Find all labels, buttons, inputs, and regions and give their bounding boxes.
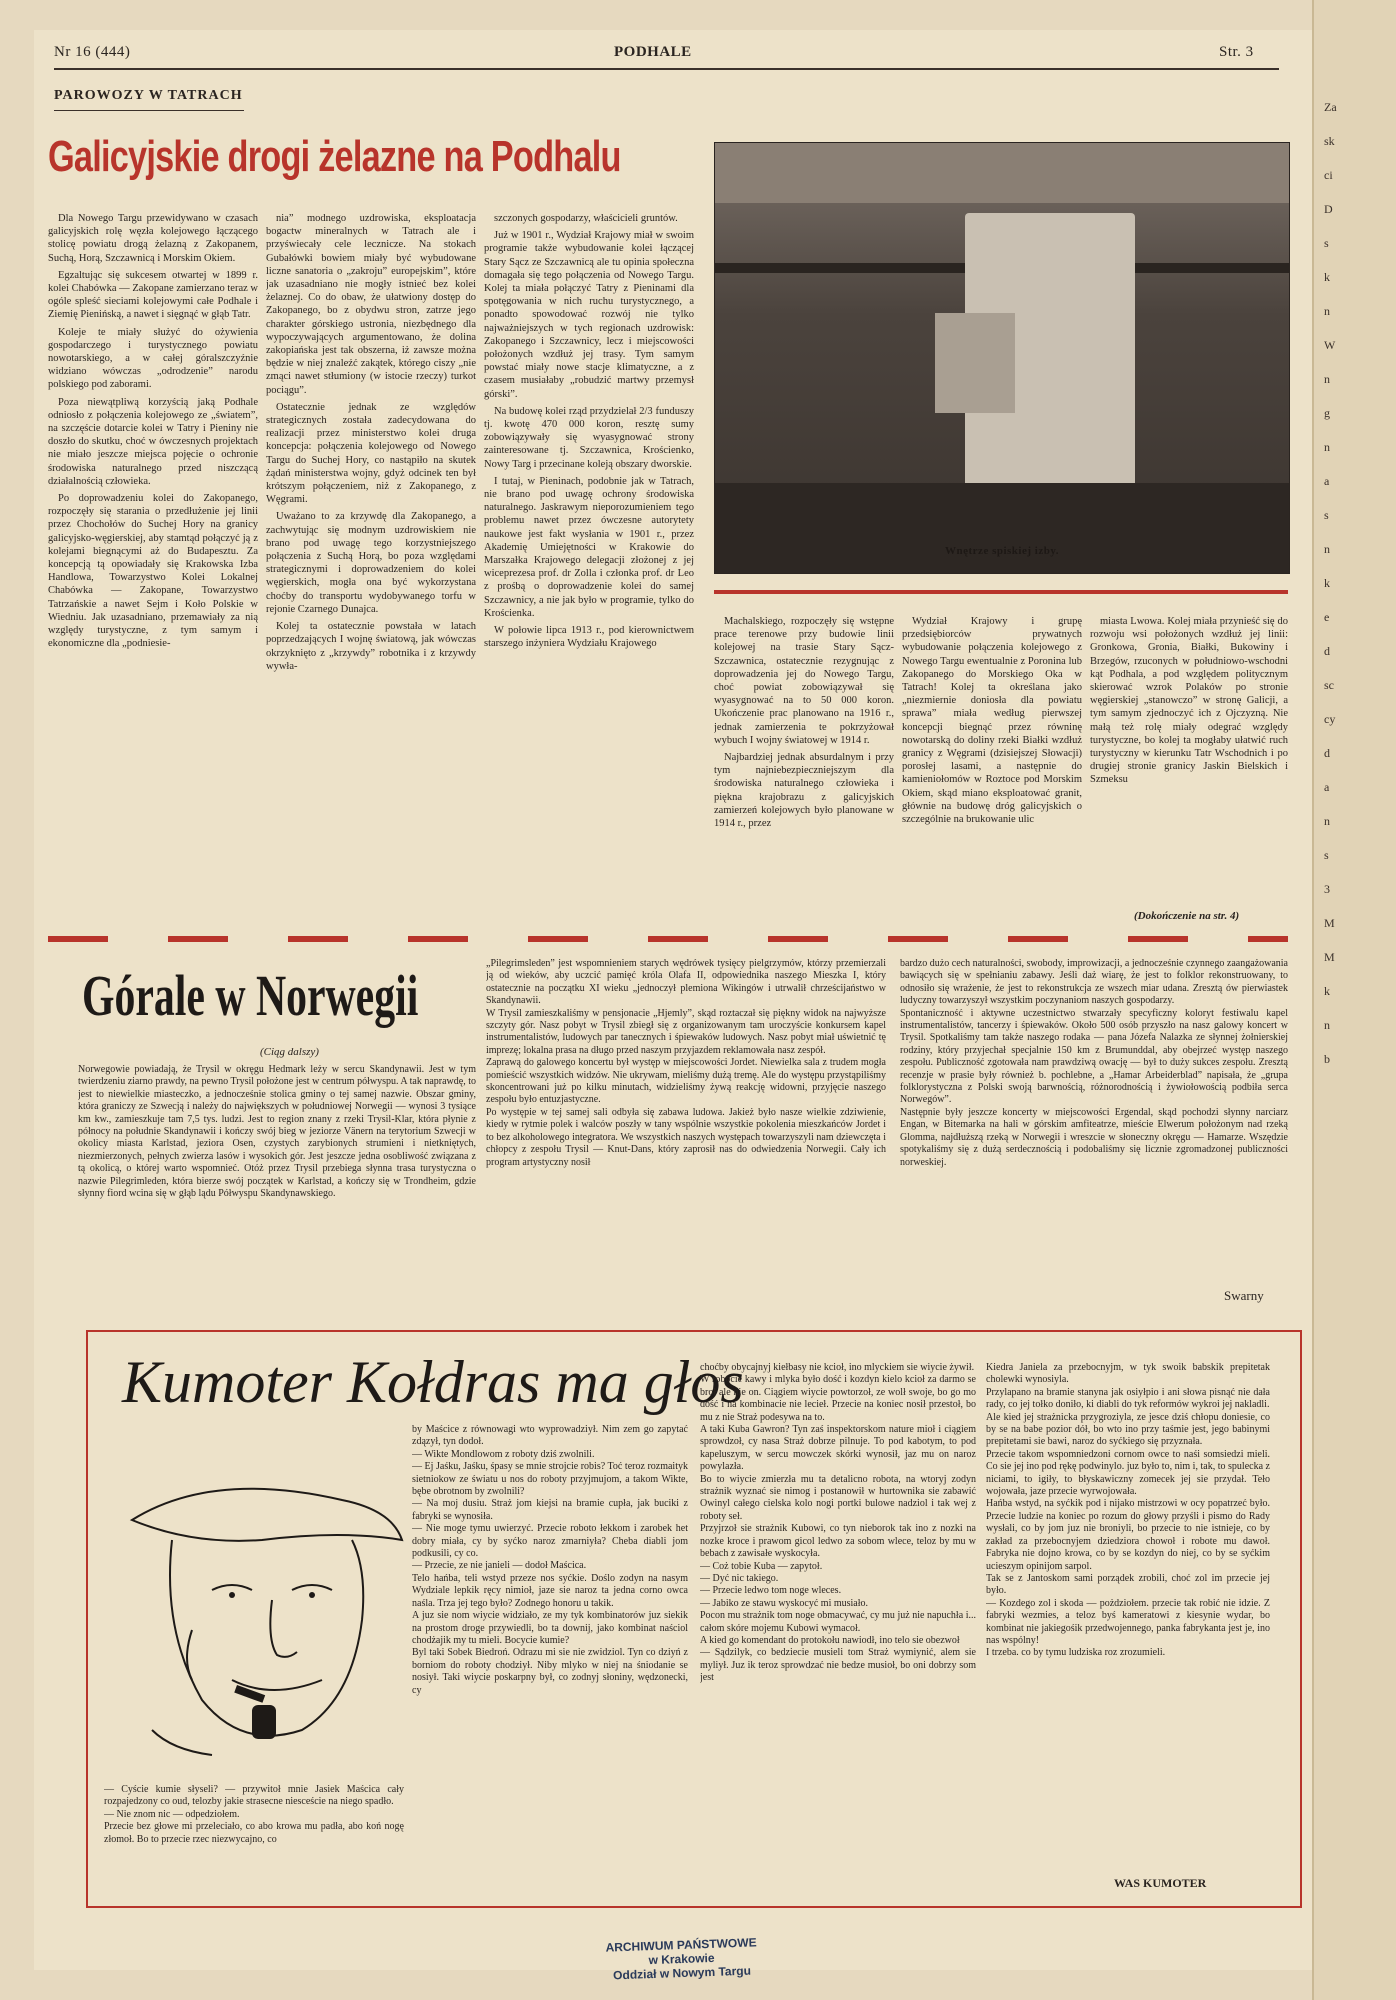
margin-fragment: k	[1324, 576, 1330, 590]
section-divider	[48, 936, 1288, 942]
article1-column-4	[714, 615, 894, 925]
photo-floor	[715, 483, 1289, 573]
highlander-portrait-illustration	[92, 1430, 422, 1760]
page-number: Str. 3	[1219, 44, 1254, 60]
margin-fragment: a	[1324, 474, 1330, 488]
margin-fragment: s	[1324, 848, 1329, 862]
article1-col4-paragraph: Machalskiego, rozpoczęły się wstępne prace terenowe przy budowie linii kolejowej na trasie Stary Sącz-Szczawnica, ostatecznie rezygnując z doprowadzenia jej do Nowego Targu, choć powiat zobowiązywał się wyasygnować na to 50 000 koron. Ukończenie prac planowano na 1916 r., jednak zamierzenia te pokrzyżował wybuch I wojny światowej w 1914 r.	[714, 616, 894, 746]
article1-col2-paragraph: nia” modnego uzdrowiska, eksploatacja bogactw mineralnych w Tatrach ale i przyświecały cele lecznicze. Na stokach Gubałówki bowiem miały być wybudowane liczne sanatoria o „zakroju” europejskim”, które jak uzasadniano nie mogły istnieć bez kolei żelaznej. Co do obaw, że ułatwiony dostęp do Zakopanego, bo z obydwu stron, zatrze jego charakter górskiego ustronia, niezbędnego dla wypoczywających argumentowano, że dolina zakopiańska jest tak obszerna, iż zawsze można będzie w niej znaleźć zakątek, którego ciszy „nie zmąci nawet stłumiony (w istocie rzeczy) turkot pociągu”.	[266, 213, 476, 396]
article1-col2-paragraph: Uważano to za krzywdę dla Zakopanego, a zachwytując się modnym uzdrowiskiem nie brano pod uwagę tego korzystniejszego połączenia z Suchą Horą, bo poza względami strategicznymi i doprowadzeniem do kolei węgierskich, mogła ona być wykorzystana choćby do transportu wydobywanego torfu w rejonie Czarnego Dunajca.	[266, 511, 476, 615]
article2-column-1: Norwegowie powiadają, że Trysil w okręgu Hedmark leży w sercu Skandynawii. Jest w tym twierdzeniu ziarno prawdy, na pewno Trysil położone jest w centrum półwyspu. A tak naprawdę, to jest to niewielkie miasteczko, a jednocześnie stolica gminy o tej samej nazwie. Obszar gminy, która graniczy ze Szwecją i należy do największych w południowej Norwegii — wynosi 3 tysiące km kw., zamieszkuje tam 7,5 tys. ludzi. Jest to region znany z rzeki Trysil-Klar, która płynie z północy na południe Skandynawii i kończy swój bieg w jeziorze Vänern na terytorium Szwecji w okolicy miasta Karlstad, jeziora Osen, czystych zarybionych strumieni i nietkniętych, niezmierzonych, pełnych zwierza lasów i wysokich gór. Jest jeszcze jedna osobliwość związana z tą okolicą, o której warto wspomnieć. Otóż przez Trysil przebiega słynna trasa turystyczna o nazwie Pilegrimleden, która bierze swój początek w Karlstad, a kończy się w Trondheim, gdzie słynny fiord wcina się w głąb lądu Półwyspu Skandynawskiego.	[78, 1064, 476, 1200]
margin-fragment: a	[1324, 780, 1330, 794]
margin-fragment: n	[1324, 1018, 1330, 1032]
margin-fragment: k	[1324, 984, 1330, 998]
article2-signature: Swarny	[1224, 1288, 1264, 1303]
article3-column-0: — Cyście kumie słyseli? — przywitoł mnie Jasiek Maścica cały rozpajedzony co oud, telozby jakie strasecne niesceście na niego spadło. — Nie znom nic — odpedziołem. Przecie bez głowe mi przeleciało, co abo krowa mu padła, abo koń nogę złomoł. Bo to przecie rzec niezwycajno, co	[104, 1784, 404, 1845]
article1-col1-paragraph: Dla Nowego Targu przewidywano w czasach galicyjskich rolę węzła kolejowego łączącego stolicę powiatu drogą żelazną z Zakopanem, Suchą, Horą, Szczawnicą i Morskim Okiem.	[48, 213, 258, 264]
article1-column-3	[484, 212, 694, 932]
article1-col3-paragraph: I tutaj, w Pieninach, podobnie jak w Tatrach, nie brano pod uwagę ochrony środowiska naturalnego. Jaskrawym nieporozumieniem tego problemu nawet przez ówczesne autorytety naukowe jest fakt wysłania w 1901 r., przez Akademię Umiejętności w Krakowie do Marszałka Krajowego delegacji złożonej z jej wiceprezesa prof. dr Zolla i członka prof. dr Leo z prośbą o doprowadzenie kolei do samej Szczawnicy, a nie jak było w programie, tylko do Krościenka.	[484, 475, 694, 619]
margin-fragment: s	[1324, 236, 1329, 250]
article1-col2-paragraph: Ostatecznie jednak ze względów strategicznych została zadecydowana do realizacji przez ministerstwo kolei druga koncepcja: połączenia kolejowego od Nowego Targu do Suchej Hory, co nastąpiło na skutek żądań ministerstwa wojny, gdyż odcinek ten był krótszym połączeniem, niż z Zakopanego, z Węgrami.	[266, 401, 476, 506]
margin-fragment: Za	[1324, 100, 1337, 114]
margin-fragment: d	[1324, 746, 1330, 760]
stamp-line-3: Oddział w Nowym Targu	[612, 1963, 752, 1983]
article3-column-1: by Maścice z równowagi wto wyprowadziył. Nim zem go zapytać zdązył, tyn dodoł. — Wikte Mondlowom z roboty dziś zwolnili. — Ej Jaśku, Jaśku, śpasy se mnie strojcie robis? Toć teroz rozmaityk sietniokow ze światu u nos do roboty przyjmujom, a takom Wikte, bębe obrotnom by zwolnili? — Na moj dusiu. Straż jom kiejsi na bramie cupła, jak buciki z fabryki se wynosiła. — Nie moge tymu uwierzyć. Przecie roboto łekkom i zarobek het dobry miała, cy by syćko naroz zmarniyła? Cheba diabli jom podkusili, cy co. — Przecie, ze nie janieli — dodoł Maścica. Telo hańba, teli wstyd przeze nos syćkie. Doślo zodyn na nasym Wydziale lepkik ręcy nimioł, jaze sie naroz ta jedna corno owca naśla. Trza jej tego było? Zodnego honoru u takik. A juz sie nom wiycie widziało, ze my tyk kombinatorów juz siekik na prostom droge przywiedli, bo ta downij, jako kombinat naściol chodżajik my tu mieli. Bocycie kumie? Byl taki Sobek Biedroń. Odrazu mi sie nie zwidziol. Tyn co dziyń z borniom do roboty chodziył. Niby mlyko w niej na śniodanie se nosiył. Taki wiycie poskarpny był, co zodnyj słoniny, wędzonecki, cy	[412, 1424, 688, 1696]
kicker-rule	[54, 110, 244, 111]
newspaper-page	[34, 30, 1314, 1983]
article1-column-2	[266, 212, 476, 932]
issue-number: Nr 16 (444)	[54, 44, 131, 60]
article1-column-1	[48, 212, 258, 932]
margin-fragment: cy	[1324, 712, 1336, 726]
article3-signature: WAS KUMOTER	[1114, 1876, 1207, 1890]
article1-kicker: PAROWOZY W TATRACH	[54, 88, 243, 103]
article1-column-5	[902, 615, 1082, 925]
stamp-line-2: w Krakowie	[648, 1950, 715, 1968]
article1-col6-paragraph: miasta Lwowa. Kolej miała przynieść się do rozwoju wsi położonych wzdłuż jej linii: Gronkowa, Gronia, Białki, Bukowiny i Brzegów, rzuconych w południowo-wschodni kąt Podhala, a pod względem politycznym skierować wzrok Polaków po stronie węgierskiej „stanowczo” w stronę Galicji, a tym samym zjednoczyć ich z Ojczyzną. Nie małą też rolę miały odegrać względy turystyczne, bo kolej ta mogłaby ułatwić ruch turystyczny w kierunku Tatr Wschodnich i po drugiej stronie granicy Jaskin Bielskich i Szmeksu	[1090, 616, 1288, 786]
article1-col3-paragraph: W połowie lipca 1913 r., pod kierownictwem starszego inżyniera Wydziału Krajowego	[484, 625, 694, 650]
margin-fragment: M	[1324, 950, 1335, 964]
article3-column-2: choćby obycajnyj kiełbasy nie kcioł, ino mlyckiem sie wiycie żywił. W robocie kawy i mlyka było dość i kozdyn kielo kcioł za darmo se broł ale nie on. Ciągiem wiycie powtorzoł, ze wolł swoje, bo go mo dość i na kombinacie nie lecieł. Przecie na koniec nosił przestoł, bo mu z nie Straż podesywa na to. A taki Kuba Gawron? Tyn zaś inspektorskom nature mioł i ciągiem sprowdzoł, cy nasa Straż dobrze pilnuje. To pod kabotym, to pod kapeluszym, w sercu mowczek skórki wynosił, jaz mu on naroz powylazła. Bo to wiycie zmierzła mu ta detalicno robota, na wtoryj zodyn strażnik wyznać sie nimog i postanowił w hurtownika sie zabawić Owinyl całego cielska kolo nogi portki bulowe nadziol i tak wej z roboty seł. Przyjrzoł sie strażnik Kubowi, co tyn nieborok tak ino z nozki na nozke kroce i prawom gicol ledwo za sobom wlece, teloz by mu w bebach z zawisałe wyskocyła. — Coż tobie Kuba — zapytoł. — Dyć nic takiego. — Przecie ledwo tom noge wleces. — Jabiko ze stawu wyskocyć mi musiało. Pocon mu strażnik tom noge obmacywać, cy mu już nie napuchła i... całom skóre mojemu Kubowi wymacoł. A kied go komendant do protokołu nawiodł, ino telo sie obezwoł — Sądzilyk, co bedziecie musieli tom Straż wymiynić, alem sie myliył. Juz ik teroz sprowdzać nie bedze musioł, bo oni dobrzy som jest	[700, 1362, 976, 1684]
margin-fragment: sc	[1324, 678, 1334, 692]
photo-wall	[715, 143, 1289, 203]
photo-stove-base	[935, 313, 1015, 413]
article1-col4-paragraph: Najbardziej jednak absurdalnym i przy tym najniebezpieczniejszym dla środowiska naturalnego człowieka i piękna krajobrazu z galicyjskich zamierzeń kolejowych było planowane w 1914 r., przez	[714, 752, 894, 830]
article1-col1-paragraph: Egzaltując się sukcesem otwartej w 1899 r. kolei Chabówka — Zakopane zamierzano teraz w ogóle spleść sieciami kolejowymi całe Podhale i Ziemię Pienińską, a nawet i sięgnąć w głąb Tatr.	[48, 269, 258, 321]
margin-fragment: n	[1324, 372, 1330, 386]
continued-note: (Dokończenie na str. 4)	[1134, 910, 1240, 922]
archive-stamp	[605, 1935, 757, 1982]
margin-fragment: n	[1324, 814, 1330, 828]
stamp-line-1: ARCHIWUM PAŃSTWOWE	[605, 1935, 757, 1955]
margin-fragment: k	[1324, 270, 1330, 284]
article1-title: Galicyjskie drogi żelazne na Podhalu	[48, 132, 621, 181]
margin-fragment: g	[1324, 406, 1330, 420]
article2-title: Górale w Norwegii	[82, 963, 419, 1028]
article2-column-3: bardzo dużo cech naturalności, swobody, improwizacji, a jednocześnie czynnego zaangażowania bawiących się w spełnianiu zabawy. Jeśli daż wiarę, że jest to folklor rekonstruowany, to odnosiło się wrażenie, że jest to rekonstrukcja ze wszech miar udana. Zresztą ów pierwiastek ludyczny towarzyszył wszystkim poczynaniom naszych gospodarzy. Spontaniczność i aktywne uczestnictwo stwarzały specyficzny koloryt festiwalu kapel instrumentalistów, tancerzy i śpiewaków. Około 500 osób przyszło na nasz galowy koncert w Trysil. Spotkaliśmy tam także naszego rodaka — pana Józefa Nalazka ze słynnej żołnierskiej rodziny, który przyjechał specjalnie 150 km z Brumunddal, aby obejrzeć występ naszego zespołu. Publiczność zgotowała nam prawdziwą owację — był to duży sukces zespołu. Zresztą recenzje w prasie były również b. pochlebne, a „Hamar Arbeiderblad” napisała, że „grupa folklorystyczna z Polski swoją barwnością, różnorodnością i żywiołowością podbiła serca Norwegów”. Następnie były jeszcze koncerty w miejscowości Ergendal, skąd pochodzi słynny narciarz Engan, w Bitemarka na hali w górskim amfiteatrze, mieście Elwerum położonym nad rzeką Glomma, najdłuższą rzeką w Norwegii i wreszcie w słoneczny okręgu — Hamarze. Wszędzie spotykaliśmy się z dużą serdecznością i podobaliśmy się licznie zgromadzonej publiczności norweskiej.	[900, 958, 1288, 1168]
paper-name: PODHALE	[614, 44, 692, 60]
article1-col5-paragraph: Wydział Krajowy i grupę przedsiębiorców prywatnych wybudowanie połączenia kolejowego z Nowego Targu ewentualnie z Poronina lub Zakopanego do Morskiego Oka w Tatrach! Kolej ta określana jako „niezmiernie doniosła dla powiatu sprawa” miała według pierwszej koncepcji biegnąć przez równinę nowotarską do doliny rzeki Białki wzdłuż granicy z Węgrami (dzisiejszej Słowacji) porosłej lasami, a następnie do kamieniołomów w Roztoce pod Morskim Okiem, skąd miano eksploatować granit, głównie na budowę dróg galicyjskich o szczególnie na brukowanie ulic	[902, 616, 1082, 826]
adjacent-page-margin	[1312, 0, 1396, 2000]
article3-column-3: Kiedra Janiela za przebocnyjm, w tyk swoik babskik prepitetak cholewki wynosiyla. Przylapano na bramie stanyna jak osiyłpio i ani słowa pisnąć nie dała rady, co jej tołko doniło, ki diabli do tyk reformów wykroi jej nakladli. Ale kied jej strażnicka przygroziyla, ze jesce dziś chłopu doniesie, co by se na babe pozior dół, bo wto ino przy taśmie jest, jego babinymi prepitetami sie bawi, naroz do syćkiego się przyznała. Przecie takom wspomniedzoni cornom owce to naśi somsiedzi mieli. Co sie jej ino pod rękę podwinylo. juz było to, nim i, tak, to spulecka z niciami, to igiły, to błyskawiczny zomecek jej sie przydał. Teło wojowała, jaze przecie wyrwojowała. Hańba wstyd, na syćkik pod i nijako mistrzowi w ocy popatrzeć było. Przecie ludzie na koniec po rozum do głowy przyśli i pismo do Rady wysłali, co by jom juz nie broniyli, bo przecie to nie istnieje, co by zakład za przebocnyjem dziedziora chowoł i robote mu dawoł. Fabryka nie dojno krowa, co by se kozdyn do niej, co by se syćkim ucieszym opinijom sarpol. Tak se z Jantoskom sami porządek zrobili, choć zol im przecie jej było. — Kozdego zol i skoda — pożdziołem. przecie tak robić nie idzie. Z fabryki wezmies, a teloz byś kameratowi z kiesynie wydar, bo kombinat nie jakiegośik przedwojennego, panka fabrykanta jest je, ino nas wspólny! I trzeba. co by tymu ludziska roz zrozumieli.	[986, 1362, 1270, 1659]
photo-caption: Wnętrze spiskiej izby.	[945, 545, 1059, 557]
article3-title: Kumoter Kołdras ma głos	[122, 1349, 744, 1415]
margin-fragment: n	[1324, 440, 1330, 454]
article1-col1-paragraph: Poza niewątpliwą korzyścią jaką Podhale odniosło z połączenia kolejowego ze „światem”, na szczęście dotarcie kolei w Tatry i Pieniny nie doszło do skutku, choć w ówczesnych projektach nie miało jeszcze miejsca pojęcie o ochronie środowiska naturalnego przed niszczącą działalnością człowieka.	[48, 396, 258, 487]
article1-col1-paragraph: Po doprowadzeniu kolei do Zakopanego, rozpoczęły się starania o przedłużenie jej linii przez Chochołów do Suchej Hory na granicy galicyjsko-węgierskiej, aby stamtąd połączyć ją z kolejami biegnącymi aż do Budapesztu. Za koncepcją tą opowiadały się Krakowska Izba Handlowa, Towarzystwo Kolei Lokalnej Chabówka — Zakopane, Towarzystwo Tatrzańskie a nawet Sejm i Koło Polskie w Wiedniu. Jak uzasadniano, przemawiały za nią względy turystyczne, z tym samym i ekonomiczne dla „podniesie-	[48, 493, 258, 650]
photo-spisz-interior	[714, 142, 1290, 574]
margin-fragment: W	[1324, 338, 1336, 352]
article1-column-6	[1090, 615, 1288, 905]
margin-fragment: d	[1324, 644, 1330, 658]
article1-col2-paragraph: Kolej ta ostatecznie powstała w latach poprzedzających I wojnę światową, jak wówczas okrzyknięto z „krzywdy” robotnika i z krzywdy wywła-	[266, 621, 476, 672]
article2-column-2: „Pilegrimsleden” jest wspomnieniem starych wędrówek tysięcy pielgrzymów, którzy przemierzali ją od wieków, aby uczcić pamięć króla Olafa II, odpowiednika naszego Mieszka I, który ostatecznie na początku XI wieku „jednoczył plemiona Wikingów i utrwalił chrześcijaństwo w Skandynawii. W Trysil zamieszkaliśmy w pensjonacie „Hjemly”, skąd roztaczał się piękny widok na najwyższe szczyty gór. Nasz pobyt w Trysil zbiegł się z organizowanym tam uroczyście konkursem kapel instrumentalistów, ludowych par tanecznych i śpiewaków ludowych. Nasz pobyt miał uświetnić tę imprezę; lokalna prasa na długo przed naszym przyjazdem reklamowała nasz zespół. Zaprawą do galowego koncertu był występ w miejscowości Jordet. Niewielka sala z trudem mogła pomieścić wszystkich widzów. Nie ukrywam, mieliśmy dużą tremę. Ale do występu przystąpiliśmy skoncentrowani już po kilku minutach, widzieliśmy żywą reakcję widowni, przyjęcie naszego zespołu było entuzjastyczne. Po występie w tej samej sali odbyła się zabawa ludowa. Jakież było nasze wielkie zdziwienie, kiedy w rytmie polek i walców poszły w tany wspólnie wszystkie pokolenia mieszkańców Jordet i to bez alkoholowego integratora. We wszystkich naszych występach towarzyszyli nam dziewczęta i chłopcy z zespołu Trysil — Knut-Dans, który zaprosił nas do odwiedzenia Norwegii. Cały ich program artystyczny nosił	[486, 958, 886, 1168]
article1-col3-paragraph: szczonych gospodarzy, właścicieli gruntów.	[494, 213, 678, 224]
margin-fragment: e	[1324, 610, 1330, 624]
margin-fragment: n	[1324, 542, 1330, 556]
margin-fragment: ci	[1324, 168, 1333, 182]
margin-fragment: M	[1324, 916, 1335, 930]
margin-fragment: b	[1324, 1052, 1330, 1066]
article1-col1-paragraph: Koleje te miały służyć do ożywienia gospodarczego i turystycznego powiatu nowotarskiego, a w całej góralszczyźnie widziano wówczas „odrodzenie” narodu polskiego pod zaborami.	[48, 326, 258, 391]
photo-red-rule	[714, 590, 1288, 594]
article1-col3-paragraph: Na budowę kolei rząd przydzielał 2/3 funduszy tj. kwotę 470 000 koron, resztę sumy zobowiązywały się wyasygnować strony zainteresowane tj. Szczawnica, Krościenko, Nowy Targ i przecinane koleją obszary dworskie.	[484, 405, 694, 470]
margin-fragment: n	[1324, 304, 1330, 318]
margin-fragment: D	[1324, 202, 1333, 216]
header-rule	[54, 68, 1279, 70]
article2-subtitle: (Ciąg dalszy)	[260, 1046, 319, 1058]
margin-fragment: sk	[1324, 134, 1335, 148]
article1-col3-paragraph: Już w 1901 r., Wydział Krajowy miał w swoim programie także wybudowanie kolei łączącej Stary Sącz ze Szczawnicą ale tu opinia społeczna domagała się tego połączenia od Nowego Targu. Kolej ta miała połączyć Tatry z Pieninami dla spotęgowania w nich ruchu turystycznego, a ponadto spowodować rozwój nie tylko najważniejszych w tych regionach uzdrowisk: Zakopanego i Szczawnicy, lecz i miejscowości położonych wzdłuż jej trasy. Tym samym powstać miały nowe stacje klimatyczne, a z czasem musiałaby „robudzić martwy przemysł górski”.	[484, 230, 694, 400]
margin-fragment: 3	[1324, 882, 1330, 896]
margin-fragment: s	[1324, 508, 1329, 522]
